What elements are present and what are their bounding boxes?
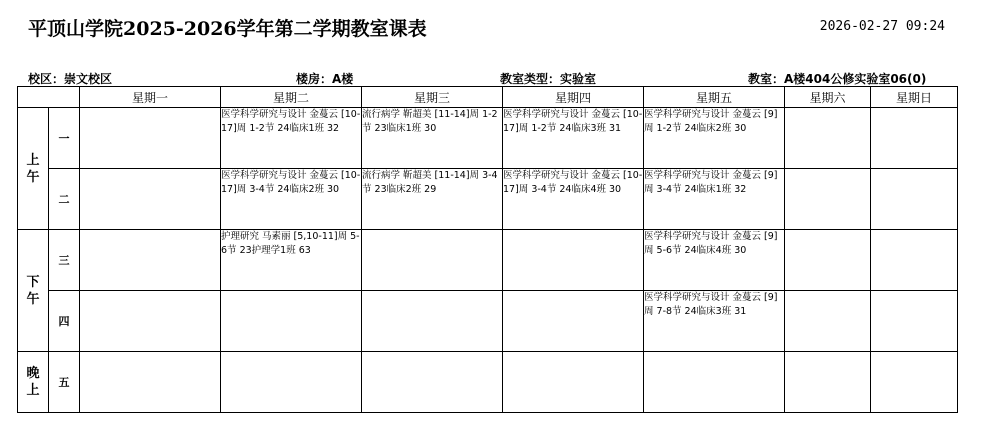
session-label: 下 午	[26, 274, 40, 307]
course-cell	[785, 230, 871, 291]
course-cell: 医学科学研究与设计 金蔓云 [9]周 1-2节 24临床2班 30	[644, 108, 785, 169]
day-header: 星期四	[503, 87, 644, 108]
course-cell	[503, 291, 644, 352]
course-cell	[871, 230, 958, 291]
course-cell: 医学科学研究与设计 金蔓云 [9]周 7-8节 24临床3班 31	[644, 291, 785, 352]
course-cell	[785, 108, 871, 169]
course-cell	[362, 352, 503, 413]
room-label: 教室：A楼404公修实验室06(0)	[748, 72, 927, 86]
course-cell	[871, 108, 958, 169]
period-number: 五	[49, 352, 80, 413]
period-row	[18, 169, 958, 230]
session-label: 上 午	[26, 152, 40, 185]
session-morning	[18, 108, 49, 230]
course-cell: 流行病学 靳超美 [11-14]周 1-2节 23临床1班 30	[362, 108, 503, 169]
session-evening	[18, 352, 49, 413]
course-cell	[80, 169, 221, 230]
course-cell	[80, 352, 221, 413]
day-header: 星期二	[221, 87, 362, 108]
course-cell	[785, 291, 871, 352]
period-number: 二	[49, 169, 80, 230]
session-afternoon	[18, 230, 49, 352]
session-label: 晚 上	[26, 366, 40, 398]
course-cell	[503, 352, 644, 413]
day-header: 星期六	[785, 87, 871, 108]
course-cell: 流行病学 靳超美 [11-14]周 3-4节 23临床2班 29	[362, 169, 503, 230]
period-number: 三	[49, 230, 80, 291]
period-row	[18, 108, 958, 169]
period-number: 四	[49, 291, 80, 352]
timetable	[17, 86, 958, 413]
course-cell	[503, 230, 644, 291]
course-cell: 医学科学研究与设计 金蔓云 [10-17]周 3-4节 24临床2班 30	[221, 169, 362, 230]
course-cell: 医学科学研究与设计 金蔓云 [10-17]周 1-2节 24临床3班 31	[503, 108, 644, 169]
course-cell	[785, 169, 871, 230]
course-cell	[221, 291, 362, 352]
period-row	[18, 352, 958, 413]
course-cell	[871, 352, 958, 413]
day-header: 星期日	[871, 87, 958, 108]
course-cell	[871, 169, 958, 230]
day-header: 星期五	[644, 87, 785, 108]
day-header-row	[18, 87, 958, 108]
course-cell	[80, 108, 221, 169]
building-label: 楼房：A楼	[296, 72, 354, 86]
course-cell: 护理研究 马素丽 [5,10-11]周 5-6节 23护理学1班 63	[221, 230, 362, 291]
course-cell	[80, 230, 221, 291]
print-datetime: 2026-02-27 09:24	[819, 19, 945, 34]
course-cell	[871, 291, 958, 352]
course-cell: 医学科学研究与设计 金蔓云 [10-17]周 1-2节 24临床1班 32	[221, 108, 362, 169]
course-cell	[644, 352, 785, 413]
course-cell	[362, 291, 503, 352]
course-cell	[785, 352, 871, 413]
corner-cell	[18, 87, 80, 108]
period-number: 一	[49, 108, 80, 169]
room-type-label: 教室类型：实验室	[500, 72, 597, 86]
period-row	[18, 230, 958, 291]
day-header: 星期一	[80, 87, 221, 108]
campus-label: 校区：崇文校区	[28, 72, 113, 86]
course-cell	[362, 230, 503, 291]
course-cell	[221, 352, 362, 413]
course-cell: 医学科学研究与设计 金蔓云 [9]周 5-6节 24临床4班 30	[644, 230, 785, 291]
page-title: 平顶山学院2025-2026学年第二学期教室课表	[28, 18, 427, 40]
course-cell: 医学科学研究与设计 金蔓云 [10-17]周 3-4节 24临床4班 30	[503, 169, 644, 230]
course-cell	[80, 291, 221, 352]
day-header: 星期三	[362, 87, 503, 108]
course-cell: 医学科学研究与设计 金蔓云 [9]周 3-4节 24临床1班 32	[644, 169, 785, 230]
period-row	[18, 291, 958, 352]
